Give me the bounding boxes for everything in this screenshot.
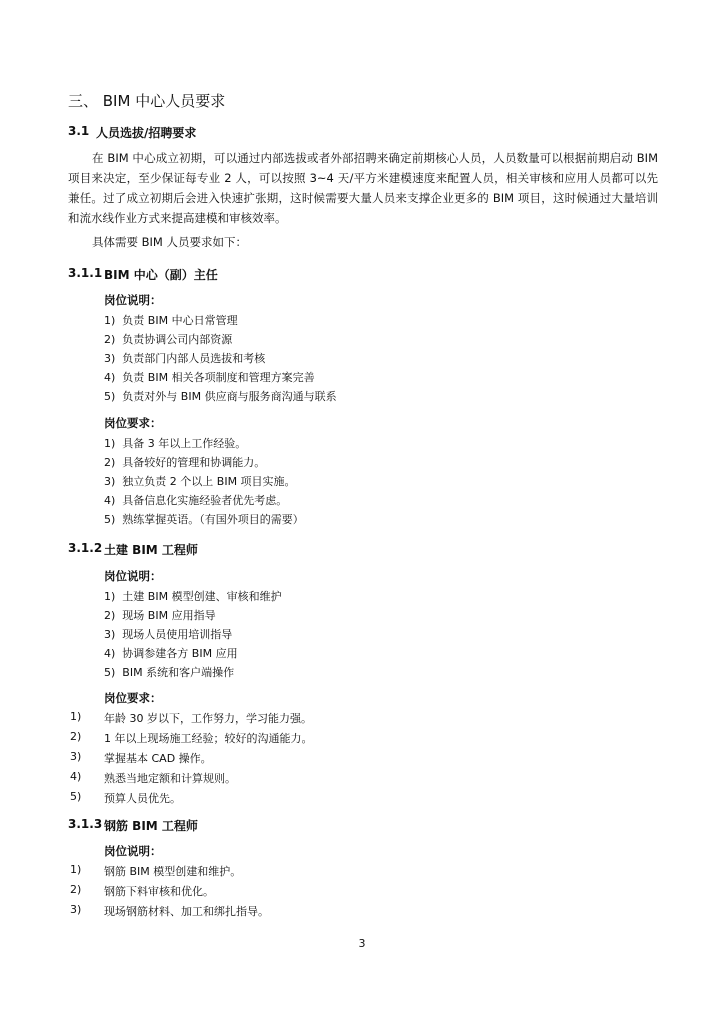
- list-item: 2) 负责协调公司内部资源: [104, 333, 233, 346]
- s312-desc-label: 岗位说明：: [104, 569, 162, 583]
- section-title: 三、 BIM 中心人员要求: [68, 92, 226, 110]
- list-item-number: 1): [70, 710, 82, 723]
- list-item: 1) 负责 BIM 中心日常管理: [104, 314, 238, 327]
- list-item-number: 3): [70, 750, 82, 763]
- page-number: 3: [358, 937, 366, 950]
- list-item: 现场钢筋材料、加工和绑扎指导。: [104, 905, 269, 918]
- list-item: 1) 土建 BIM 模型创建、审核和维护: [104, 590, 282, 603]
- intro-paragraph: 在 BIM 中心成立初期，可以通过内部选拔或者外部招聘来确定前期核心人员，人员数量可以根据前期启动 BIM 项目来决定，至少保证每专业 2 人，可以按照 3~4 天/平方米建模速度来配置人员，相关审核和应用人员都可以先兼任。过了成立初期后会进入快速扩张期，这时候需要大量人员来支撑企业更多的 BIM 项目，这时候通过大量培训和流水线作业方式来提高建模和审核效率。: [68, 151, 658, 225]
- s312-req-label: 岗位要求：: [104, 691, 162, 705]
- heading-3-1-1-title: BIM 中心（副）主任: [104, 268, 218, 282]
- s311-req-label: 岗位要求：: [104, 416, 162, 430]
- list-item-number: 4): [70, 770, 82, 783]
- heading-3-1-3-number: 3.1.3: [68, 817, 103, 831]
- heading-3-1-2-number: 3.1.2: [68, 541, 103, 555]
- list-item: 2) 具备较好的管理和协调能力。: [104, 456, 266, 469]
- list-item: 4) 具备信息化实施经验者优先考虑。: [104, 494, 288, 507]
- list-item: 5) 负责对外与 BIM 供应商与服务商沟通与联系: [104, 390, 337, 403]
- list-item: 2) 现场 BIM 应用指导: [104, 609, 216, 622]
- list-item-number: 2): [70, 883, 82, 896]
- list-item: 年龄 30 岁以下，工作努力，学习能力强。: [104, 712, 312, 725]
- intro-paragraph-2: 具体需要 BIM 人员要求如下：: [92, 235, 248, 249]
- heading-3-1-3-title: 钢筋 BIM 工程师: [104, 819, 198, 833]
- list-item: 1 年以上现场施工经验；较好的沟通能力。: [104, 732, 313, 745]
- list-item: 3) 独立负责 2 个以上 BIM 项目实施。: [104, 475, 296, 488]
- list-item: 熟悉当地定额和计算规则。: [104, 772, 236, 785]
- heading-3-1-1-number: 3.1.1: [68, 266, 103, 280]
- s311-desc-label: 岗位说明：: [104, 293, 162, 307]
- list-item: 5) 熟练掌握英语。（有国外项目的需要）: [104, 513, 304, 526]
- list-item: 4) 负责 BIM 相关各项制度和管理方案完善: [104, 371, 315, 384]
- list-item: 3) 负责部门内部人员选拔和考核: [104, 352, 266, 365]
- list-item-number: 2): [70, 730, 82, 743]
- list-item: 钢筋下料审核和优化。: [104, 885, 214, 898]
- list-item: 钢筋 BIM 模型创建和维护。: [104, 865, 242, 878]
- s313-desc-label: 岗位说明：: [104, 844, 162, 858]
- list-item-number: 3): [70, 903, 82, 916]
- list-item: 5) BIM 系统和客户端操作: [104, 666, 235, 679]
- heading-3-1-title: 人员选拔/招聘要求: [96, 126, 197, 140]
- list-item: 预算人员优先。: [104, 792, 181, 805]
- list-item: 3) 现场人员使用培训指导: [104, 628, 233, 641]
- list-item: 1) 具备 3 年以上工作经验。: [104, 437, 247, 450]
- list-item: 掌握基本 CAD 操作。: [104, 752, 212, 765]
- list-item-number: 1): [70, 863, 82, 876]
- list-item-number: 5): [70, 790, 82, 803]
- heading-3-1-2-title: 土建 BIM 工程师: [104, 543, 198, 557]
- list-item: 4) 协调参建各方 BIM 应用: [104, 647, 238, 660]
- heading-3-1-number: 3.1: [68, 124, 90, 138]
